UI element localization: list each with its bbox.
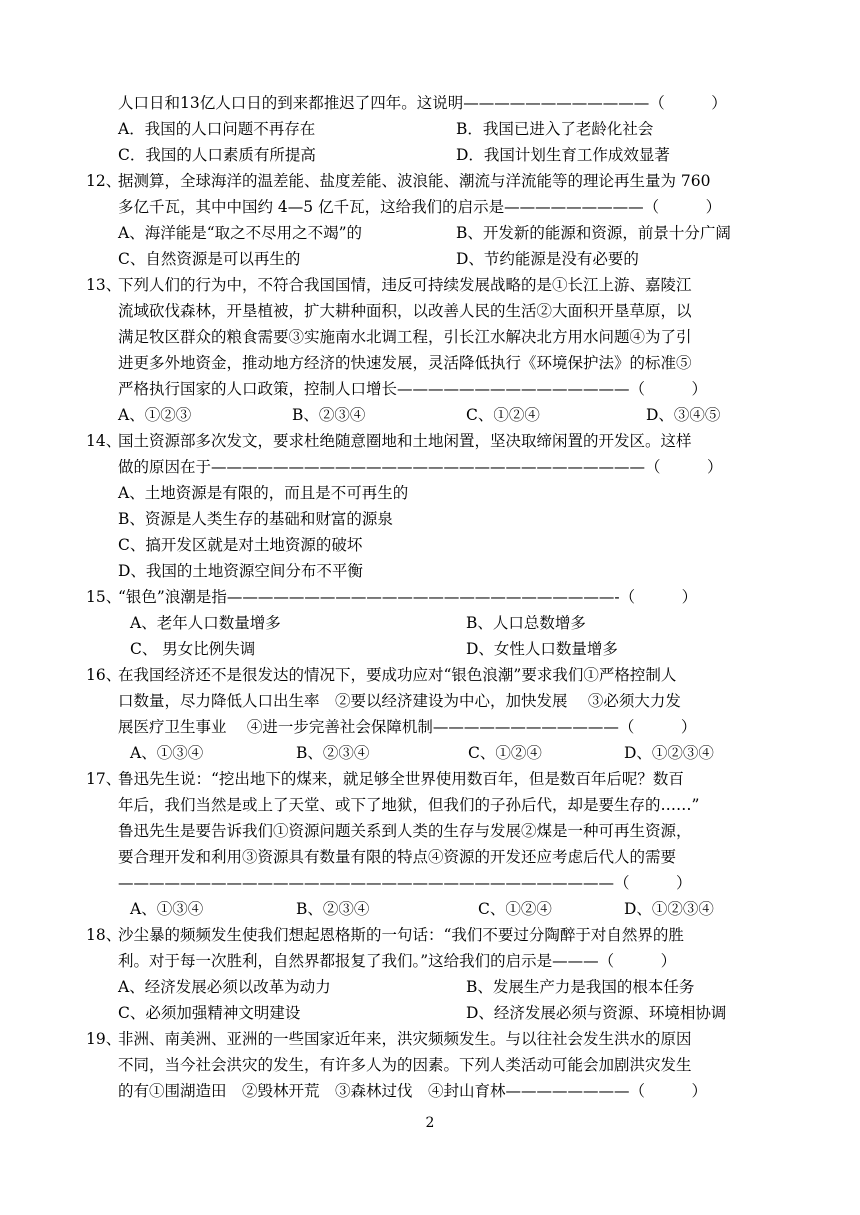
question-number: 14、 <box>86 432 122 450</box>
option-b: B、发展生产力是我国的根本任务 <box>466 978 695 996</box>
option-d: D、③④⑤ <box>646 406 721 424</box>
option-a: A、①③④ <box>130 900 204 918</box>
question-stem-line: 做的原因在于————————————————————————————（ ） <box>118 458 723 476</box>
option-d: D、我国的土地资源空间分布不平衡 <box>118 562 363 580</box>
option-b: B．我国已进入了老龄化社会 <box>456 120 654 138</box>
option-a: A、海洋能是“取之不尽用之不竭”的 <box>118 224 363 242</box>
option-a: A、①③④ <box>130 744 204 762</box>
option-b: B、②③④ <box>292 406 366 424</box>
option-c: C．我国的人口素质有所提高 <box>118 146 316 164</box>
question-stem-line: 年后，我们当然是或上了天堂、或下了地狱，但我们的子孙后代，却是要生存的……” <box>118 796 700 814</box>
option-b: B、②③④ <box>296 900 370 918</box>
question-stem-line: 利。对于每一次胜利，自然界都报复了我们。”这给我们的启示是———（ ） <box>118 952 677 970</box>
question-stem-line: 满足牧区群众的粮食需要③实施南水北调工程，引长江水解决北方用水问题④为了引 <box>118 328 692 346</box>
question-number: 12、 <box>86 172 122 190</box>
question-stem-line: 据测算，全球海洋的温差能、盐度差能、波浪能、潮流与洋流能等的理论再生量为 760 <box>118 172 711 190</box>
option-b: B、开发新的能源和资源，前景十分广阔 <box>456 224 731 242</box>
question-stem-line: 在我国经济还不是很发达的情况下，要成功应对“银色浪潮”要求我们①严格控制人 <box>118 666 677 684</box>
question-stem-line: 要合理开发和利用③资源具有数量有限的特点④资源的开发还应考虑后代人的需要 <box>118 848 677 866</box>
question-number: 16、 <box>86 666 122 684</box>
option-b: B、人口总数增多 <box>466 614 586 632</box>
option-b: B、②③④ <box>296 744 370 762</box>
option-d: D、①②③④ <box>624 900 714 918</box>
option-a: A、①②③ <box>118 406 192 424</box>
question-number: 17、 <box>86 770 122 788</box>
question-number: 19、 <box>86 1030 122 1048</box>
question-stem-line: 的有①围湖造田 ②毁林开荒 ③森林过伐 ④封山育林————————（ ） <box>118 1082 708 1100</box>
question-number: 15、 <box>86 588 122 606</box>
question-stem-line: 沙尘暴的频频发生使我们想起恩格斯的一句话：“我们不要过分陶醉于对自然界的胜 <box>118 926 684 944</box>
option-c: C、①②④ <box>468 744 542 762</box>
option-b: B、资源是人类生存的基础和财富的源泉 <box>118 510 393 528</box>
question-stem-line: 进更多外地资金，推动地方经济的快速发展，灵活降低执行《环境保护法》的标准⑤ <box>118 354 692 372</box>
question-number: 13、 <box>86 276 122 294</box>
option-c: C、 男女比例失调 <box>130 640 256 658</box>
question-stem-line: 非洲、南美洲、亚洲的一些国家近年来，洪灾频频发生。与以往社会发生洪水的原因 <box>118 1030 692 1048</box>
question-number: 18、 <box>86 926 122 944</box>
option-a: A．我国的人口问题不再存在 <box>118 120 316 138</box>
option-c: C、自然资源是可以再生的 <box>118 250 301 268</box>
question-stem-line: 口数量，尽力降低人口出生率 ②要以经济建设为中心，加快发展 ③必须大力发 <box>118 692 681 710</box>
question-stem-line: 不同，当今社会洪灾的发生，有许多人为的因素。下列人类活动可能会加剧洪灾发生 <box>118 1056 692 1074</box>
option-a: A、经济发展必须以改革为动力 <box>118 978 331 996</box>
question-stem-line: 鲁迅先生说：“挖出地下的煤来，就足够全世界使用数百年，但是数百年后呢？数百 <box>118 770 684 788</box>
question-stem-line: 多亿千瓦，其中中国约 4—5 亿千瓦，这给我们的启示是—————————（ ） <box>118 198 722 216</box>
question-stem-line: 人口日和13亿人口日的到来都推迟了四年。这说明————————————（ ） <box>118 94 727 112</box>
option-c: C、①②④ <box>466 406 540 424</box>
page-number: 2 <box>425 1115 435 1131</box>
question-stem-line: 鲁迅先生是要告诉我们①资源问题关系到人类的生存与发展②煤是一种可再生资源， <box>118 822 692 840</box>
question-stem-line: 严格执行国家的人口政策，控制人口增长———————————————（ ） <box>118 380 708 398</box>
option-d: D．我国计划生育工作成效显著 <box>456 146 670 164</box>
question-stem-line: ————————————————————————————————（ ） <box>118 874 692 892</box>
option-d: D、①②③④ <box>624 744 714 762</box>
question-stem-line: 下列人们的行为中，不符合我国国情，违反可持续发展战略的是①长江上游、嘉陵江 <box>118 276 692 294</box>
option-a: A、土地资源是有限的，而且是不可再生的 <box>118 484 409 502</box>
question-stem-line: 国土资源部多次发文，要求杜绝随意圈地和土地闲置，坚决取缔闲置的开发区。这样 <box>118 432 692 450</box>
question-stem-line: 流域砍伐森林，开垦植被，扩大耕种面积，以改善人民的生活②大面积开垦草原，以 <box>118 302 692 320</box>
option-d: D、节约能源是没有必要的 <box>456 250 639 268</box>
option-c: C、①②④ <box>478 900 552 918</box>
question-stem-line: “银色”浪潮是指—————————————————————————-（ ） <box>118 588 698 606</box>
option-d: D、经济发展必须与资源、环境相协调 <box>466 1004 727 1022</box>
option-c: C、搞开发区就是对土地资源的破坏 <box>118 536 363 554</box>
option-a: A、老年人口数量增多 <box>130 614 281 632</box>
question-stem-line: 展医疗卫生事业 ④进一步完善社会保障机制————————————（ ） <box>118 718 697 736</box>
option-c: C、必须加强精神文明建设 <box>118 1004 301 1022</box>
option-d: D、女性人口数量增多 <box>466 640 618 658</box>
